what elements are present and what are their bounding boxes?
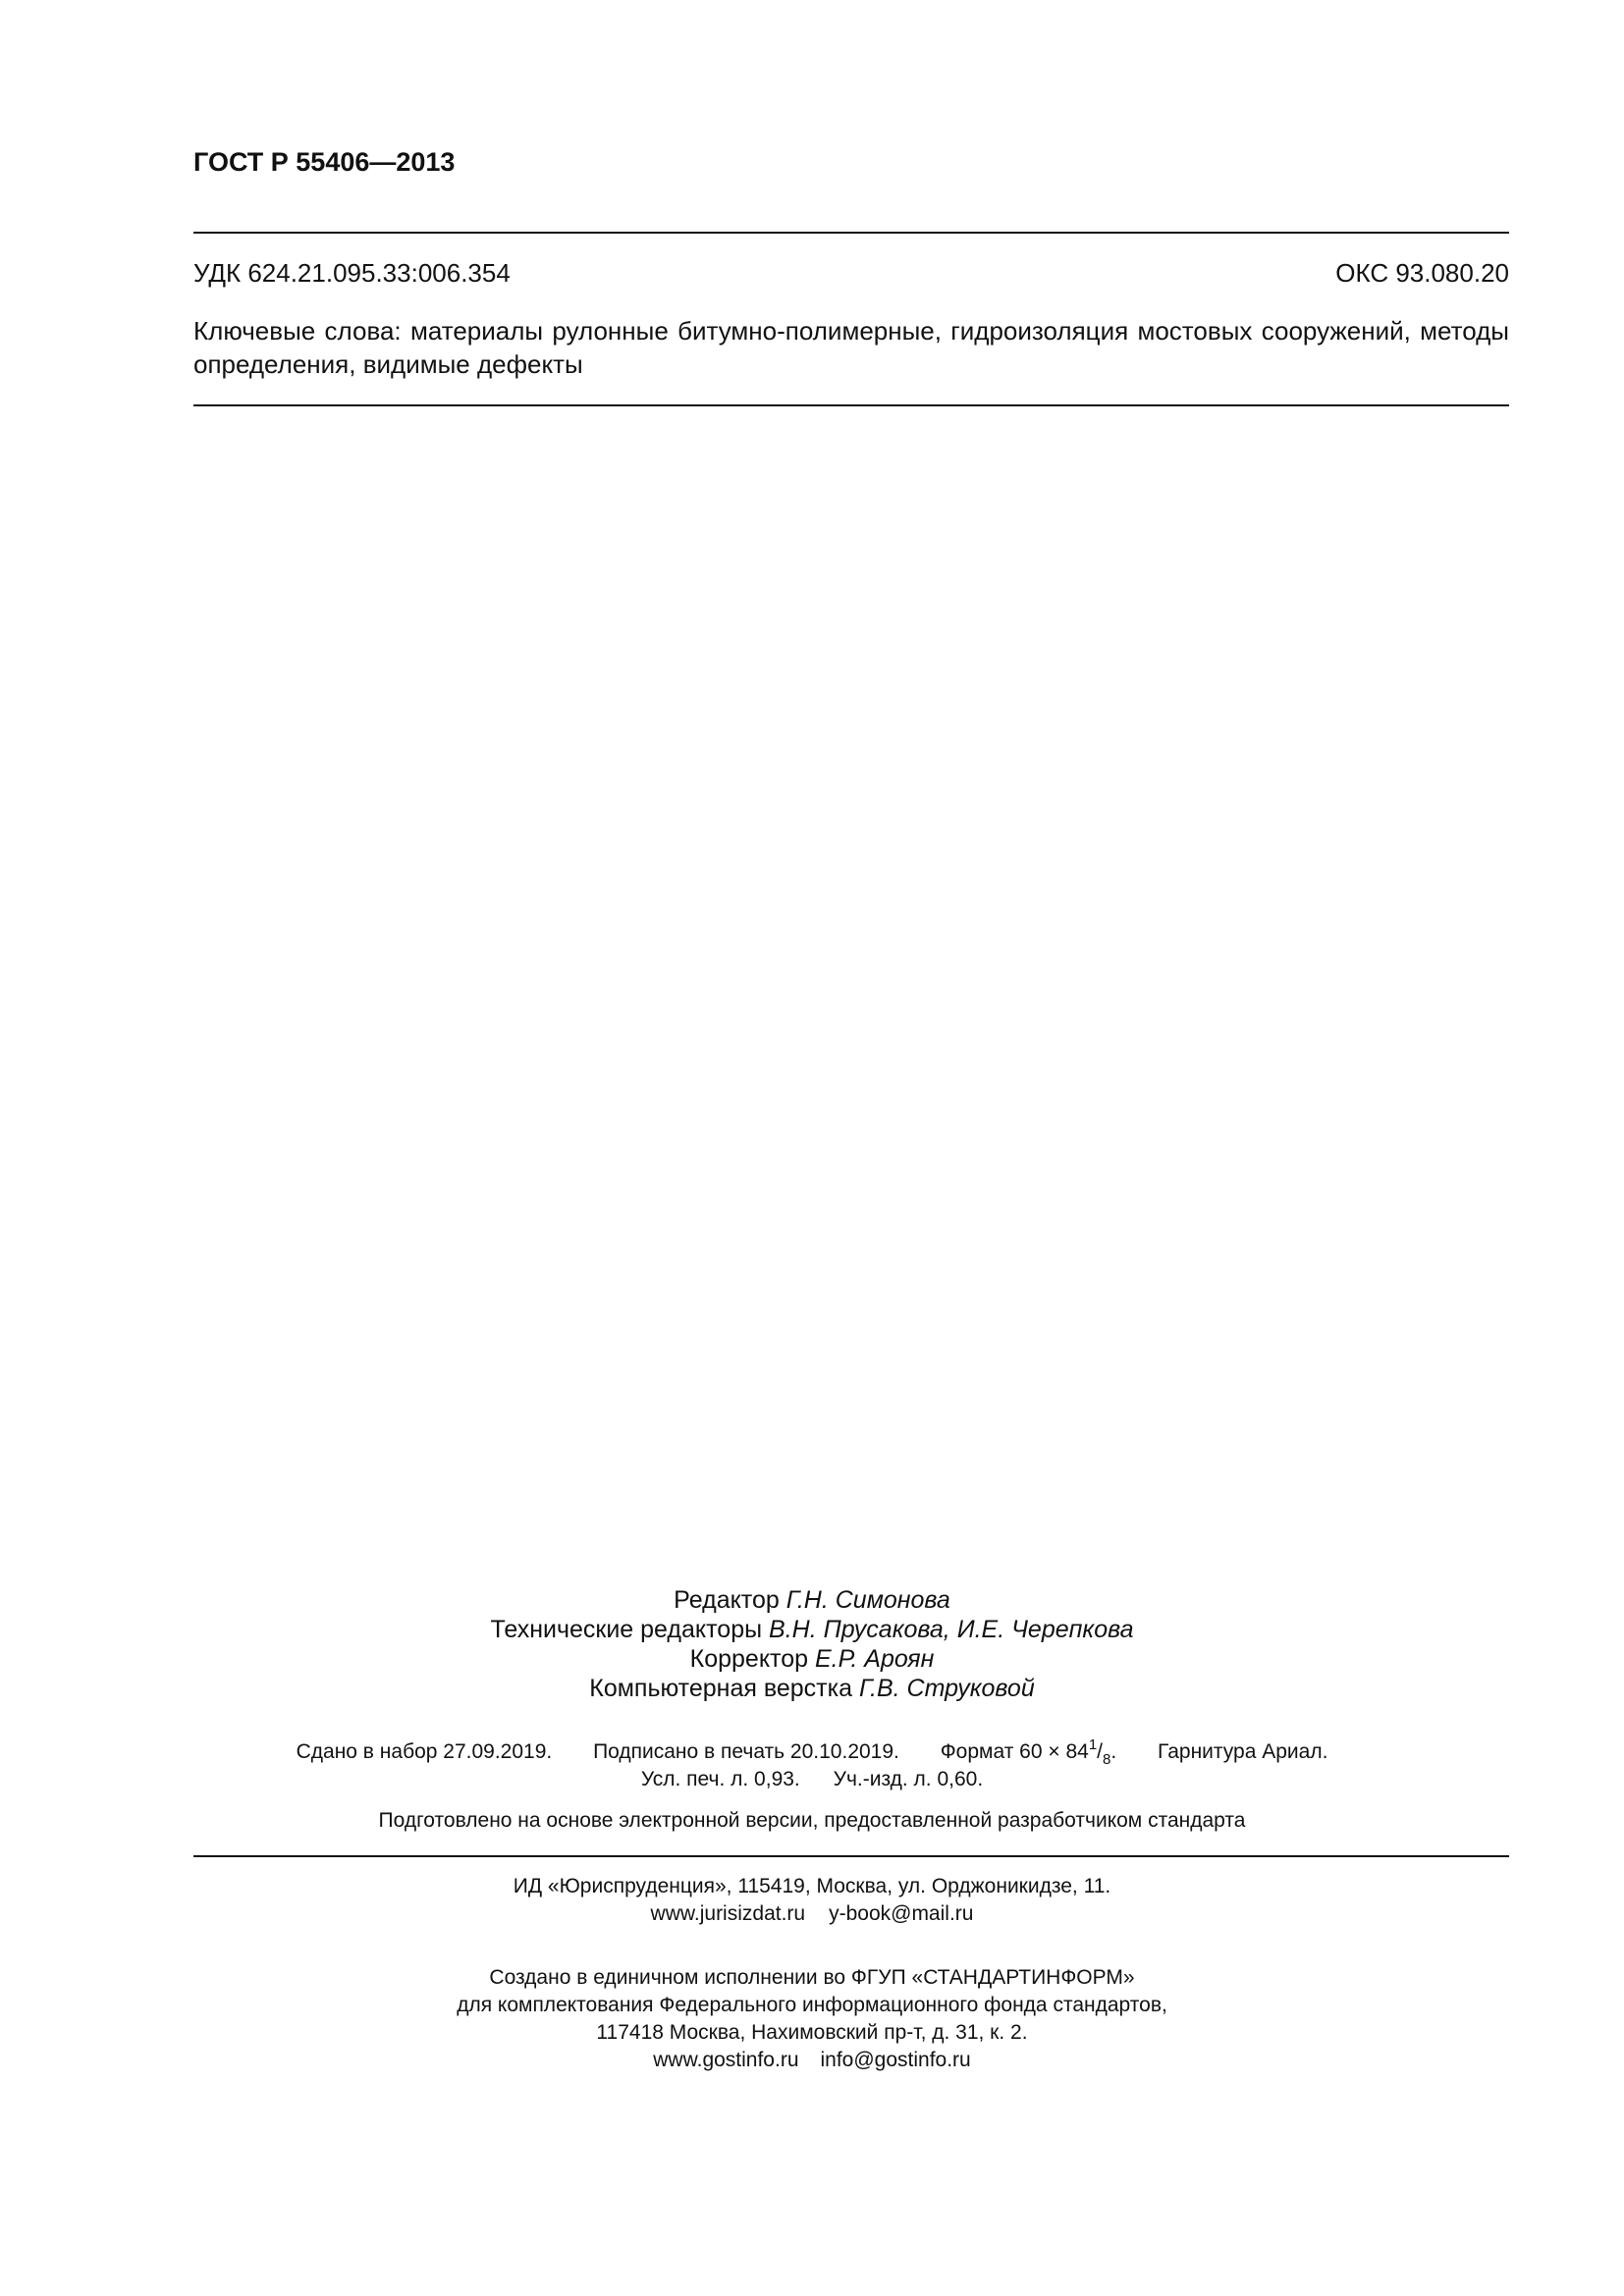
publisher-contacts bbox=[0, 1900, 1624, 1928]
oks-code: ОКС 93.080.20 bbox=[1335, 258, 1509, 288]
prepared-note: Подготовлено на основе электронной версии, предоставленной разработчиком стандарта bbox=[378, 1809, 1246, 1832]
udk-code: УДК 624.21.095.33:006.354 bbox=[193, 258, 511, 288]
publisher-website: www.jurisizdat.ru bbox=[650, 1902, 806, 1925]
publisher-rule bbox=[193, 1855, 1509, 1857]
publisher-address: ИД «Юриспруденция», 115419, Москва, ул. Орджоникидзе, 11. bbox=[513, 1875, 1111, 1897]
credits-block bbox=[0, 1585, 1624, 1703]
created-block bbox=[0, 1964, 1624, 2074]
tech-editors-name: В.Н. Прусакова, И.Е. Черепкова bbox=[769, 1616, 1134, 1643]
submitted-date: Сдано в набор 27.09.2019. bbox=[296, 1740, 553, 1763]
layout-line: Компьютерная верстка Г.В. Струковой bbox=[589, 1675, 1035, 1702]
created-line-1: Создано в единичном исполнении во ФГУП «СТАНДАРТИНФОРМ» bbox=[489, 1966, 1135, 1989]
editor-name: Г.Н. Симонова bbox=[785, 1586, 950, 1614]
layout-name: Г.В. Струковой bbox=[858, 1675, 1035, 1702]
created-line-3: 117418 Москва, Нахимовский пр-т, д. 31, к. 2. bbox=[596, 2021, 1028, 2044]
print-info-line-1 bbox=[0, 1738, 1624, 1766]
corrector-name: Е.Р. Ароян bbox=[814, 1645, 935, 1673]
created-contacts bbox=[0, 2047, 1624, 2074]
print-info bbox=[0, 1738, 1624, 1793]
publisher-block bbox=[0, 1873, 1624, 1928]
corrector-line: Корректор Е.Р. Ароян bbox=[689, 1645, 935, 1673]
print-info-line-2 bbox=[0, 1766, 1624, 1793]
print-sheets: Усл. печ. л. 0,93. bbox=[640, 1768, 800, 1790]
editor-line: Редактор Г.Н. Симонова bbox=[674, 1586, 950, 1614]
keywords-rule bbox=[193, 404, 1509, 406]
typeface: Гарнитура Ариал. bbox=[1158, 1740, 1328, 1763]
created-email: info@gostinfo.ru bbox=[820, 2049, 971, 2071]
created-line-2: для комплектования Федерального информационного фонда стандартов, bbox=[457, 1994, 1167, 2016]
standard-number: ГОСТ Р 55406—2013 bbox=[193, 147, 456, 177]
publisher-sheets: Уч.-изд. л. 0,60. bbox=[833, 1768, 984, 1790]
top-rule bbox=[193, 232, 1509, 234]
signed-date: Подписано в печать 20.10.2019. bbox=[593, 1740, 899, 1763]
tech-editors-line: Технические редакторы В.Н. Прусакова, И.Е. Черепкова bbox=[490, 1616, 1134, 1643]
format: Формат $60 \times 84^1/_8$. bbox=[940, 1736, 1117, 1768]
publisher-email: y-book@mail.ru bbox=[829, 1902, 974, 1925]
keywords: Ключевые слова: материалы рулонные битумно-полимерные, гидроизоляция мостовых сооружений, методы определения, видимые дефекты bbox=[193, 316, 1509, 379]
created-website: www.gostinfo.ru bbox=[653, 2049, 799, 2071]
